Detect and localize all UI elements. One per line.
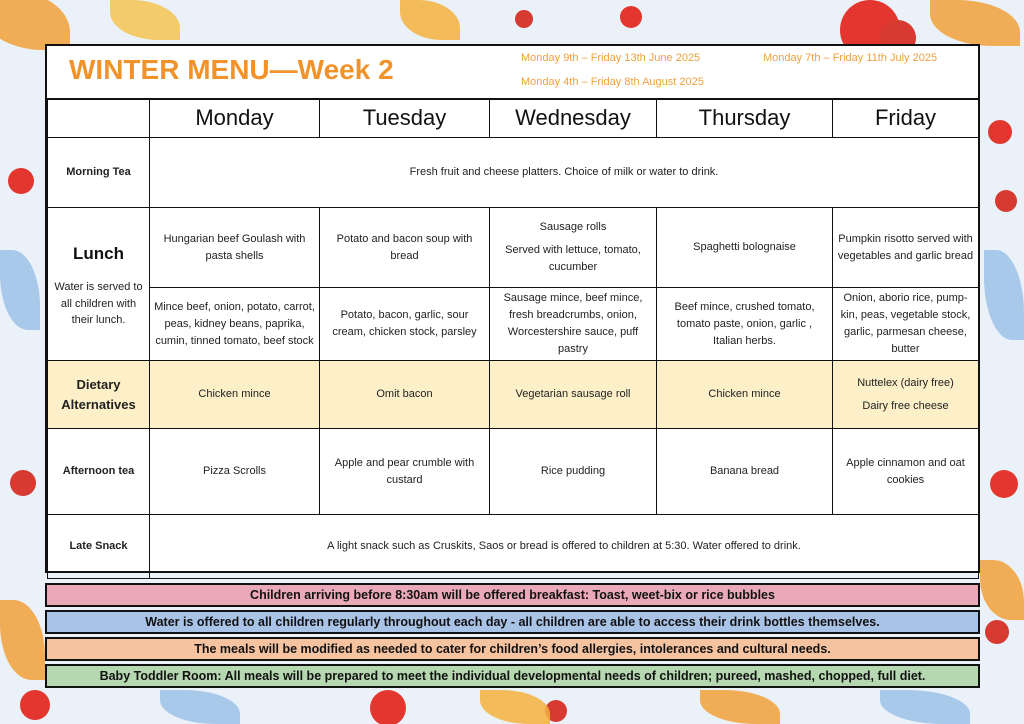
ingredients-monday: Mince beef, onion, potato, carrot, peas, kidney beans, paprika, cumin, tinned tomato, beef stock: [150, 288, 320, 361]
dietary-friday-extra: Dairy free cheese: [862, 399, 949, 412]
lunch-monday: Hungarian beef Goulash with pasta shells: [150, 208, 320, 288]
afternoon-tea-tuesday: Apple and pear crumble with custard: [320, 429, 490, 515]
breakfast-notice: Children arriving before 8:30am will be offered breakfast: Toast, weet-bix or rice bubbles: [45, 583, 980, 607]
lunch-wednesday-sides: Served with lettuce, tomato, cucumber: [505, 244, 641, 274]
date-range-june: Monday 9th – Friday 13th June 2025: [521, 52, 701, 64]
late-snack-text: A light snack such as Cruskits, Saos or bread is offered to children at 5:30. Water offered to drink.: [150, 515, 979, 579]
allergy-notice: The meals will be modified as needed to cater for children’s food allergies, intolerances and cultural needs.: [45, 637, 980, 661]
afternoon-tea-row: [48, 429, 979, 515]
corner-cell: [48, 99, 150, 138]
date-range-august: Monday 4th – Friday 8th August 2025: [521, 76, 704, 88]
lunch-friday: Pumpkin risotto served with vegetables and garlic bread: [833, 208, 979, 288]
ingredients-row: [48, 288, 979, 361]
baby-toddler-notice: Baby Toddler Room: All meals will be prepared to meet the individual developmental needs of children; pureed, mashed, chopped, full diet.: [45, 664, 980, 688]
day-monday: Monday: [150, 99, 320, 138]
dietary-monday: Chicken mince: [150, 361, 320, 429]
lunch-wednesday: [490, 208, 657, 288]
lunch-label-cell: [48, 208, 150, 361]
late-snack-row: [48, 515, 979, 579]
date-range-july: Monday 7th – Friday 11th July 2025: [763, 52, 938, 64]
afternoon-tea-label: Afternoon tea: [48, 429, 150, 515]
dietary-tuesday: Omit bacon: [320, 361, 490, 429]
dietary-label: Dietary Alternatives: [48, 361, 150, 429]
dietary-wednesday: Vegetarian sausage roll: [490, 361, 657, 429]
afternoon-tea-wednesday: Rice pudding: [490, 429, 657, 515]
menu-title: WINTER MENU—Week 2: [69, 54, 394, 85]
lunch-thursday: Spaghetti bolognaise: [657, 208, 833, 288]
dietary-friday: [833, 361, 979, 429]
morning-tea-label: Morning Tea: [48, 138, 150, 208]
day-wednesday: Wednesday: [490, 99, 657, 138]
afternoon-tea-friday: Apple cinnamon and oat cookies: [833, 429, 979, 515]
menu-table: [47, 98, 979, 579]
day-tuesday: Tuesday: [320, 99, 490, 138]
ingredients-friday: Onion, aborio rice, pump-kin, peas, vegetable stock, garlic, parmesan cheese, butter: [833, 288, 979, 361]
morning-tea-text: Fresh fruit and cheese platters. Choice of milk or water to drink.: [150, 138, 979, 208]
lunch-water-note: Water is served to all children with their lunch.: [54, 281, 143, 327]
day-thursday: Thursday: [657, 99, 833, 138]
day-header-row: [48, 99, 979, 138]
late-snack-label: Late Snack: [48, 515, 150, 579]
water-notice: Water is offered to all children regularly throughout each day - all children are able to access their drink bottles themselves.: [45, 610, 980, 634]
ingredients-tuesday: Potato, bacon, garlic, sour cream, chicken stock, parsley: [320, 288, 490, 361]
lunch-wednesday-meal: Sausage rolls: [539, 221, 607, 234]
dietary-row: [48, 361, 979, 429]
title-bar: [47, 46, 978, 100]
lunch-label: Lunch: [73, 243, 124, 263]
ingredients-thursday: Beef mince, crushed tomato, tomato paste, onion, garlic , Italian herbs.: [657, 288, 833, 361]
ingredients-wednesday: Sausage mince, beef mince, fresh breadcrumbs, onion, Worcestershire sauce, puff pastry: [490, 288, 657, 361]
morning-tea-row: [48, 138, 979, 208]
afternoon-tea-thursday: Banana bread: [657, 429, 833, 515]
lunch-row: [48, 208, 979, 288]
menu-sheet: [45, 44, 980, 573]
lunch-tuesday: Potato and bacon soup with bread: [320, 208, 490, 288]
dietary-friday-main: Nuttelex (dairy free): [857, 376, 954, 389]
afternoon-tea-monday: Pizza Scrolls: [150, 429, 320, 515]
day-friday: Friday: [833, 99, 979, 138]
dietary-thursday: Chicken mince: [657, 361, 833, 429]
